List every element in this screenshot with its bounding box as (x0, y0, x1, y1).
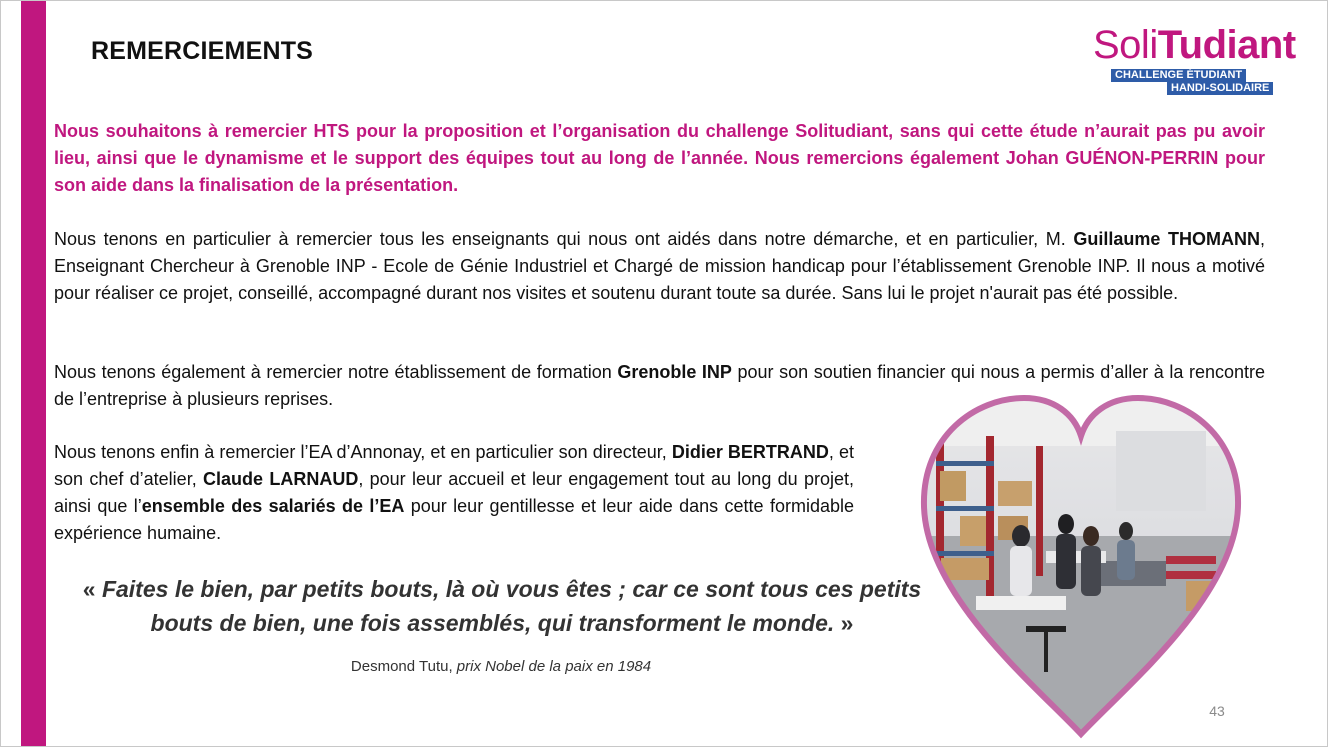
text-segment: Nous tenons enfin à remercier l’EA d’Annonay, et en particulier son directeur, (54, 442, 672, 462)
quote-author (301, 658, 701, 675)
ea-paragraph (54, 439, 854, 547)
quote-close-mark: » (834, 610, 854, 636)
text-segment: Nous tenons également à remercier notre établissement de formation (54, 362, 618, 382)
bold-name: Didier BERTRAND (671, 442, 829, 462)
quote (56, 572, 948, 640)
logo-tagline-1: CHALLENGE ÉTUDIANT (1111, 69, 1246, 82)
author-name: Desmond Tutu, (350, 658, 457, 675)
intro-paragraph: Nous souhaitons à remercier HTS pour la proposition et l’organisation du challenge Solitudiant, sans qui cette étude n’aurait pas pu avoir lieu, ainsi que le dynamisme et le support des équipes tout au long de l’année. Nous remercions également Johan GUÉNON-PERRIN pour son aide dans la finalisation de la présentation. (54, 121, 1265, 195)
text-segment: , pour leur accueil et leur engagement tout au long du projet, ainsi que l’ (54, 469, 854, 516)
side-accent-bar (21, 1, 46, 747)
page-number: 43 (1209, 703, 1225, 719)
logo-word-soli: Soli (1093, 23, 1158, 67)
text-segment: , Enseignant Chercheur à Grenoble INP - Ecole de Génie Industriel et Chargé de mission handicap pour l’établissement Grenoble INP. Il nous a motivé pour réaliser ce projet, conseillé, accompagné durant nos visites et soutenu durant toute sa durée. Sans lui le projet n'aurait pas été possible. (54, 229, 1265, 303)
bold-name: ensemble des salariés de l’EA (141, 496, 405, 516)
teachers-paragraph (54, 226, 1265, 307)
bold-name: Grenoble INP (617, 362, 732, 382)
heart-photo (916, 386, 1246, 741)
text-segment: , et son chef d’atelier, (54, 442, 854, 489)
page-title: REMERCIEMENTS (91, 37, 314, 65)
quote-text: Faites le bien, par petits bouts, là où vous êtes ; car ce sont tous ces petits bouts de bien, une fois assemblés, qui transforment le monde. (101, 576, 922, 636)
logo-word-tudiant: Tudiant (1157, 23, 1296, 67)
author-role: prix Nobel de la paix en 1984 (456, 658, 652, 675)
logo-tagline-2: HANDI-SOLIDAIRE (1167, 82, 1273, 95)
text-segment: Nous tenons en particulier à remercier tous les enseignants qui nous ont aidés dans notre démarche, et en particulier, M. (54, 229, 1074, 249)
solitudiant-logo (1093, 25, 1308, 97)
text-segment: pour son soutien financier qui nous a permis d’aller à la rencontre de l’entreprise à plusieurs reprises. (54, 362, 1265, 409)
bold-name: Claude LARNAUD (203, 469, 359, 489)
bold-name: Guillaume THOMANN (1073, 229, 1260, 249)
text-segment: pour leur gentillesse et leur aide dans cette formidable expérience humaine. (54, 496, 854, 543)
logo-wordmark (1093, 25, 1296, 65)
quote-open-mark: « (82, 576, 102, 602)
